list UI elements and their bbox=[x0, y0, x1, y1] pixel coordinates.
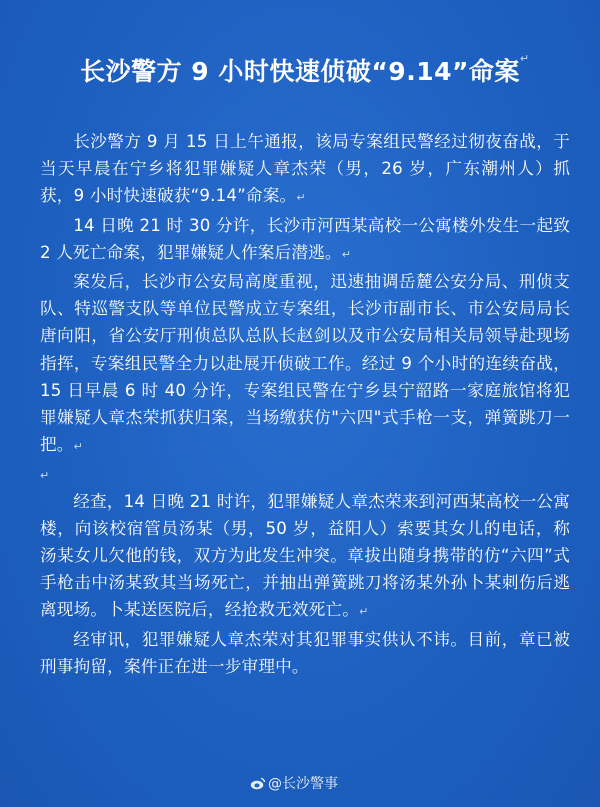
paragraph-mark-icon: ↵ bbox=[341, 247, 352, 261]
paragraph-mark-icon: ↵ bbox=[359, 605, 369, 619]
watermark-text: @长沙警事 bbox=[268, 776, 338, 792]
paragraph-5: 经审讯，犯罪嫌疑人章杰荣对其犯罪事实供认不讳。目前，章已被刑事拘留，案件正在进一步审理中。 bbox=[40, 629, 570, 676]
blank-line bbox=[40, 460, 570, 487]
weibo-watermark bbox=[250, 773, 338, 793]
paragraph-2: 14 日晚 21 时 30 分许，长沙市河西某高校一公寓楼外发生一起致 2 人死亡命案，犯罪嫌疑人作案后潜逃。↵ bbox=[40, 215, 570, 262]
paragraph-mark-icon: ↵ bbox=[40, 469, 50, 483]
paragraph-1: 长沙警方 9 月 15 日上午通报，该局专案组民警经过彻夜奋战，于当天早晨在宁乡将犯罪嫌疑人章杰荣（男，26 岁，广东潮州人）抓获，9 小时快速破获“9.14”命案。↵ bbox=[40, 132, 570, 206]
paragraph-4: 经查，14 日晚 21 时许，犯罪嫌疑人章杰荣来到河西某高校一公寓楼，向该校宿管员汤某（男，50 岁，益阳人）索要其女儿的电话，称汤某女儿欠他的钱，双方为此发生冲突。章拔出随身携带的仿“六四”式手枪击中汤某致其当场死亡，并抽出弹簧跳刀将汤某外孙卜某刺伤后逃离现场。卜某送医院后，经抢救无效死亡。↵ bbox=[40, 491, 570, 620]
paragraph-3: 案发后，长沙市公安局高度重视，迅速抽调岳麓公安分局、刑侦支队、特巡警支队等单位民警成立专案组，长沙市副市长、市公安局局长唐向阳，省公安厅刑侦总队总队长赵剑以及市公安局相关局领导赴现场指挥，专案组民警全力以赴展开侦破工作。经过 9 个小时的连续奋战，15 日早晨 6 时 40 分许，专案组民警在宁乡县宁韶路一家庭旅馆将犯罪嫌疑人章杰荣抓获归案，当场缴获仿"六四"式手枪一支，弹簧跳刀一把。↵ bbox=[40, 272, 570, 455]
weibo-logo-icon bbox=[250, 775, 266, 791]
paragraph-mark-icon: ↵ bbox=[519, 52, 530, 65]
page-title bbox=[0, 52, 600, 88]
paragraph-mark-icon: ↵ bbox=[296, 191, 306, 205]
article-body bbox=[40, 128, 570, 680]
paragraph-mark-icon: ↵ bbox=[73, 440, 84, 454]
title-text: 长沙警方 9 小时快速侦破“9.14”命案 bbox=[80, 57, 520, 86]
